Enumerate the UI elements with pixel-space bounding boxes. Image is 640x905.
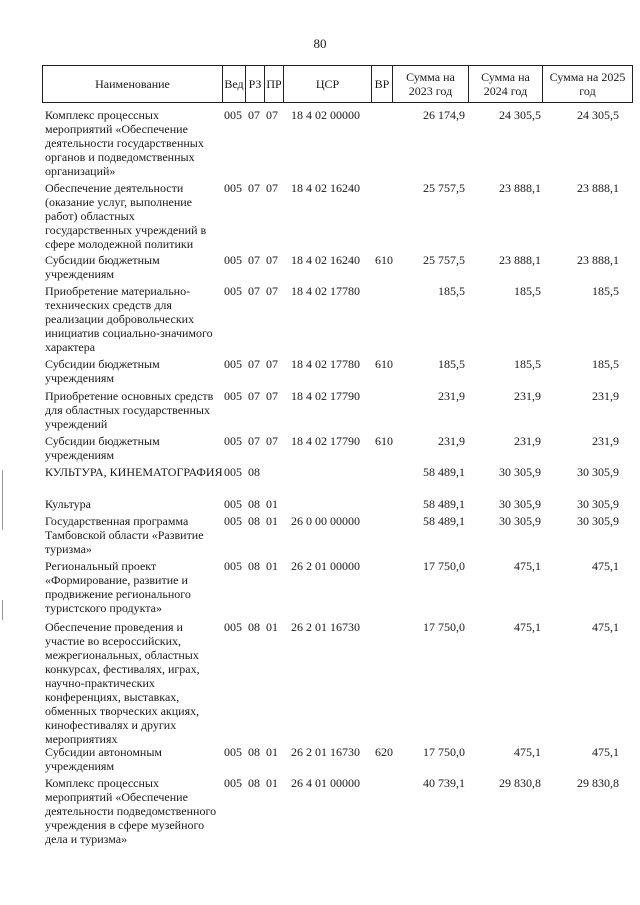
row-csr: 18 4 02 17790 bbox=[291, 389, 360, 403]
header-vr: ВР bbox=[372, 66, 393, 102]
row-sum-2023: 25 757,5 bbox=[423, 181, 465, 195]
row-sum-2023: 58 489,1 bbox=[423, 514, 465, 528]
row-ved: 005 bbox=[224, 357, 242, 371]
row-sum-2023: 26 174,9 bbox=[423, 108, 465, 122]
row-name: Государственная программа Тамбовской области «Развитие туризма» bbox=[45, 514, 204, 556]
row-sum-2025: 231,9 bbox=[592, 434, 619, 448]
row-name: Региональный проект «Формирование, развитие и продвижение регионального туристского продукта» bbox=[45, 559, 191, 615]
row-sum-2023: 58 489,1 bbox=[423, 497, 465, 511]
row-rz: 08 bbox=[248, 620, 260, 634]
row-rz: 07 bbox=[248, 434, 260, 448]
row-sum-2025: 475,1 bbox=[592, 745, 619, 759]
row-pr: 01 bbox=[266, 745, 278, 759]
row-name: Обеспечение деятельности (оказание услуг, выполнение работ) областных государственных учреждений в сфере молодежной политики bbox=[45, 181, 207, 251]
row-sum-2025: 475,1 bbox=[592, 559, 619, 573]
row-pr: 07 bbox=[266, 284, 278, 298]
row-sum-2024: 29 830,8 bbox=[499, 776, 541, 790]
row-sum-2023: 17 750,0 bbox=[423, 620, 465, 634]
header-rz: РЗ bbox=[246, 66, 265, 102]
row-rz: 07 bbox=[248, 181, 260, 195]
row-sum-2023: 17 750,0 bbox=[423, 559, 465, 573]
row-pr: 07 bbox=[266, 357, 278, 371]
row-rz: 08 bbox=[248, 514, 260, 528]
row-sum-2025: 185,5 bbox=[592, 284, 619, 298]
row-sum-2024: 30 305,9 bbox=[499, 497, 541, 511]
row-sum-2023: 25 757,5 bbox=[423, 253, 465, 267]
row-sum-2024: 23 888,1 bbox=[499, 181, 541, 195]
row-sum-2023: 40 739,1 bbox=[423, 776, 465, 790]
row-csr: 18 4 02 17780 bbox=[291, 357, 360, 371]
row-csr: 26 0 00 00000 bbox=[291, 514, 360, 528]
header-csr: ЦСР bbox=[284, 66, 372, 102]
row-name: Обеспечение проведения и участие во всероссийских, межрегиональных, областных конкурсах, фестивалях, играх, научно-практических конференциях, выставках, обменных творческих акциях, кинофестивалях и других мероприятиях bbox=[45, 620, 200, 746]
row-sum-2023: 231,9 bbox=[438, 389, 465, 403]
row-name: Субсидии бюджетным учреждениям bbox=[45, 357, 160, 385]
row-csr: 26 2 01 16730 bbox=[291, 745, 360, 759]
row-ved: 005 bbox=[224, 434, 242, 448]
row-rz: 08 bbox=[248, 497, 260, 511]
table-header bbox=[42, 65, 633, 103]
row-vr: 620 bbox=[375, 745, 393, 759]
row-rz: 08 bbox=[248, 559, 260, 573]
row-ved: 005 bbox=[224, 559, 242, 573]
row-sum-2025: 23 888,1 bbox=[577, 181, 619, 195]
row-sum-2023: 185,5 bbox=[438, 357, 465, 371]
row-rz: 07 bbox=[248, 108, 260, 122]
row-ved: 005 bbox=[224, 108, 242, 122]
row-name: Приобретение основных средств для областных государственных учреждений bbox=[45, 389, 214, 431]
row-ved: 005 bbox=[224, 745, 242, 759]
row-sum-2025: 30 305,9 bbox=[577, 514, 619, 528]
row-sum-2024: 185,5 bbox=[514, 357, 541, 371]
row-pr: 07 bbox=[266, 389, 278, 403]
row-ved: 005 bbox=[224, 389, 242, 403]
row-vr: 610 bbox=[375, 253, 393, 267]
row-rz: 08 bbox=[248, 465, 260, 479]
header-sum-2024: Сумма на 2024 год bbox=[469, 66, 543, 102]
row-ved: 005 bbox=[224, 253, 242, 267]
row-sum-2024: 231,9 bbox=[514, 389, 541, 403]
header-sum-2023: Сумма на 2023 год bbox=[393, 66, 469, 102]
row-sum-2025: 30 305,9 bbox=[577, 497, 619, 511]
row-csr: 26 2 01 00000 bbox=[291, 559, 360, 573]
row-ved: 005 bbox=[224, 497, 242, 511]
row-pr: 07 bbox=[266, 253, 278, 267]
row-sum-2024: 475,1 bbox=[514, 559, 541, 573]
row-ved: 005 bbox=[224, 514, 242, 528]
row-rz: 07 bbox=[248, 284, 260, 298]
row-pr: 01 bbox=[266, 514, 278, 528]
row-sum-2024: 24 305,5 bbox=[499, 108, 541, 122]
row-rz: 08 bbox=[248, 745, 260, 759]
row-sum-2025: 23 888,1 bbox=[577, 253, 619, 267]
row-ved: 005 bbox=[224, 284, 242, 298]
row-sum-2023: 58 489,1 bbox=[423, 465, 465, 479]
row-rz: 07 bbox=[248, 389, 260, 403]
row-pr: 01 bbox=[266, 559, 278, 573]
row-sum-2025: 29 830,8 bbox=[577, 776, 619, 790]
row-ved: 005 bbox=[224, 776, 242, 790]
row-name: Культура bbox=[45, 497, 91, 511]
row-sum-2024: 231,9 bbox=[514, 434, 541, 448]
row-sum-2024: 185,5 bbox=[514, 284, 541, 298]
row-sum-2024: 475,1 bbox=[514, 745, 541, 759]
header-name: Наименование bbox=[43, 66, 223, 102]
row-sum-2025: 185,5 bbox=[592, 357, 619, 371]
scan-edge-mark bbox=[2, 600, 3, 620]
row-pr: 01 bbox=[266, 776, 278, 790]
row-rz: 07 bbox=[248, 357, 260, 371]
row-sum-2024: 30 305,9 bbox=[499, 465, 541, 479]
row-sum-2025: 231,9 bbox=[592, 389, 619, 403]
row-vr: 610 bbox=[375, 357, 393, 371]
row-sum-2025: 24 305,5 bbox=[577, 108, 619, 122]
row-sum-2023: 185,5 bbox=[438, 284, 465, 298]
row-pr: 01 bbox=[266, 620, 278, 634]
row-csr: 26 2 01 16730 bbox=[291, 620, 360, 634]
row-pr: 07 bbox=[266, 181, 278, 195]
row-sum-2025: 475,1 bbox=[592, 620, 619, 634]
row-sum-2025: 30 305,9 bbox=[577, 465, 619, 479]
row-pr: 07 bbox=[266, 108, 278, 122]
row-vr: 610 bbox=[375, 434, 393, 448]
row-sum-2023: 17 750,0 bbox=[423, 745, 465, 759]
row-name: КУЛЬТУРА, КИНЕМАТОГРАФИЯ bbox=[45, 465, 223, 479]
row-sum-2024: 30 305,9 bbox=[499, 514, 541, 528]
scan-edge-mark bbox=[2, 470, 3, 530]
row-name: Субсидии автономным учреждениям bbox=[45, 745, 162, 773]
header-sum-2025: Сумма на 2025 год bbox=[549, 70, 626, 98]
row-sum-2024: 23 888,1 bbox=[499, 253, 541, 267]
header-pr: ПР bbox=[265, 66, 284, 102]
row-sum-2023: 231,9 bbox=[438, 434, 465, 448]
row-csr: 26 4 01 00000 bbox=[291, 776, 360, 790]
row-name: Приобретение материально-технических средств для реализации добровольческих инициатив социально-значимого характера bbox=[45, 284, 213, 354]
row-pr: 01 bbox=[266, 497, 278, 511]
row-name: Субсидии бюджетным учреждениям bbox=[45, 434, 160, 462]
row-name: Субсидии бюджетным учреждениям bbox=[45, 253, 160, 281]
row-ved: 005 bbox=[224, 465, 242, 479]
row-name: Комплекс процессных мероприятий «Обеспечение деятельности государственных органов и подведомственных организаций» bbox=[45, 108, 204, 178]
row-csr: 18 4 02 00000 bbox=[291, 108, 360, 122]
row-csr: 18 4 02 16240 bbox=[291, 181, 360, 195]
row-rz: 08 bbox=[248, 776, 260, 790]
row-rz: 07 bbox=[248, 253, 260, 267]
row-ved: 005 bbox=[224, 181, 242, 195]
row-name: Комплекс процессных мероприятий «Обеспечение деятельности подведомственного учреждения в сфере музейного дела и туризма» bbox=[45, 776, 217, 846]
row-csr: 18 4 02 16240 bbox=[291, 253, 360, 267]
row-pr: 07 bbox=[266, 434, 278, 448]
row-csr: 18 4 02 17790 bbox=[291, 434, 360, 448]
row-csr: 18 4 02 17780 bbox=[291, 284, 360, 298]
header-ved: Вед bbox=[223, 66, 246, 102]
row-sum-2024: 475,1 bbox=[514, 620, 541, 634]
page-number: 80 bbox=[313, 36, 327, 51]
row-ved: 005 bbox=[224, 620, 242, 634]
